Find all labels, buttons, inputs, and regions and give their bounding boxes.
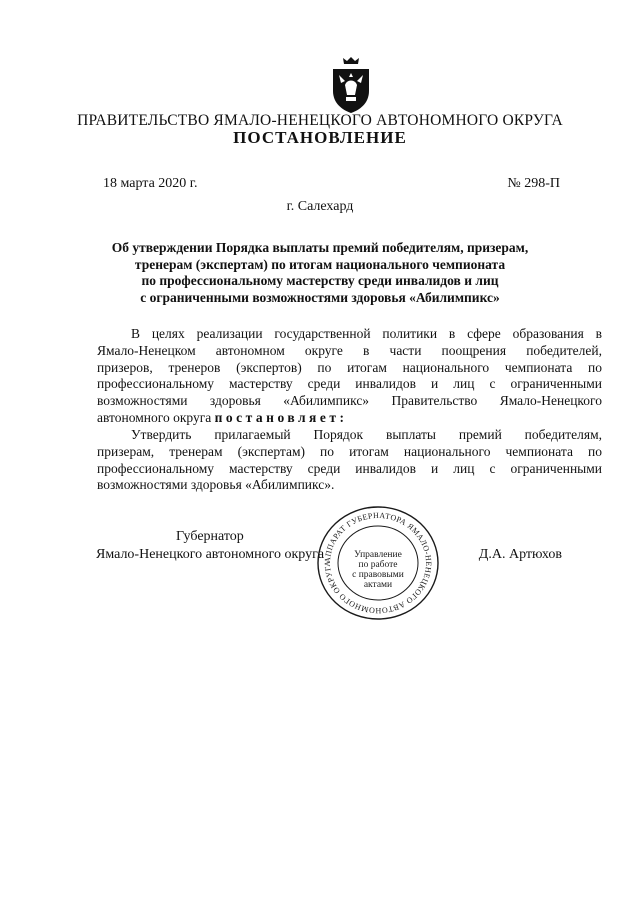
paragraph-line: возможностями здоровья «Абилимпикс» Правительство Ямало-Ненецкого: [97, 393, 602, 409]
stamp-line: по работе: [358, 560, 398, 570]
stamp-ring-text: АППАРАТ ГУБЕРНАТОРА ЯМАЛО-НЕНЕЦКОГО АВТОНОМНОГО ОКРУГА: [322, 510, 434, 616]
signatory-title: Губернатор: [176, 529, 244, 544]
paragraph-line: призерам, тренерам (экспертам) по итогам национального чемпионата по: [97, 443, 602, 459]
coat-of-arms-icon: [325, 55, 377, 115]
stamp-line: Управление: [354, 550, 402, 560]
document-date: 18 марта 2020 г.: [103, 176, 198, 191]
paragraph-line: призеров, тренеров (экспертов) по итогам национального чемпионата по: [97, 359, 602, 375]
title-line: по профессиональному мастерству среди инвалидов и лиц: [141, 273, 499, 288]
preamble-paragraph: [97, 326, 602, 427]
paragraph-line: Утвердить прилагаемый Порядок выплаты премий победителям,: [131, 427, 602, 442]
document-city: г. Салехард: [286, 199, 354, 214]
paragraph-line: [97, 410, 602, 427]
paragraph-line: профессиональному мастерству среди инвалидов и лиц с ограниченными: [97, 460, 602, 476]
resolution-paragraph: [97, 427, 602, 494]
organization-name: ПРАВИТЕЛЬСТВО ЯМАЛО-НЕНЕЦКОГО АВТОНОМНОГО ОКРУГА: [77, 112, 563, 129]
paragraph-line: профессиональному мастерству среди инвалидов и лиц с ограниченными: [97, 376, 602, 392]
stamp-line: актами: [363, 580, 393, 590]
signatory-organization: Ямало-Ненецкого автономного округа: [96, 547, 325, 562]
document-number: № 298-П: [507, 176, 560, 191]
paragraph-line: Ямало-Ненецком автономном округе в части поощрения победителей,: [97, 342, 602, 358]
title-line: Об утверждении Порядка выплаты премий победителям, призерам,: [111, 240, 529, 255]
stamp-line: с правовыми: [352, 570, 404, 580]
document-type: ПОСТАНОВЛЕНИЕ: [233, 128, 407, 147]
title-line: тренерам (экспертам) по итогам национального чемпионата: [134, 256, 506, 272]
decree-word: постановляет:: [214, 409, 348, 425]
document-title: [95, 240, 545, 306]
title-line: с ограниченными возможностями здоровья «Абилимпикс»: [140, 289, 500, 305]
paragraph-line: В целях реализации государственной политики в сфере образования в: [131, 326, 602, 341]
stamp-center-text: [316, 550, 440, 590]
paragraph-line: возможностями здоровья «Абилимпикс».: [97, 477, 335, 493]
signatory-name: Д.А. Артюхов: [478, 547, 562, 562]
paragraph-line-prefix: автономного округа: [97, 409, 215, 425]
